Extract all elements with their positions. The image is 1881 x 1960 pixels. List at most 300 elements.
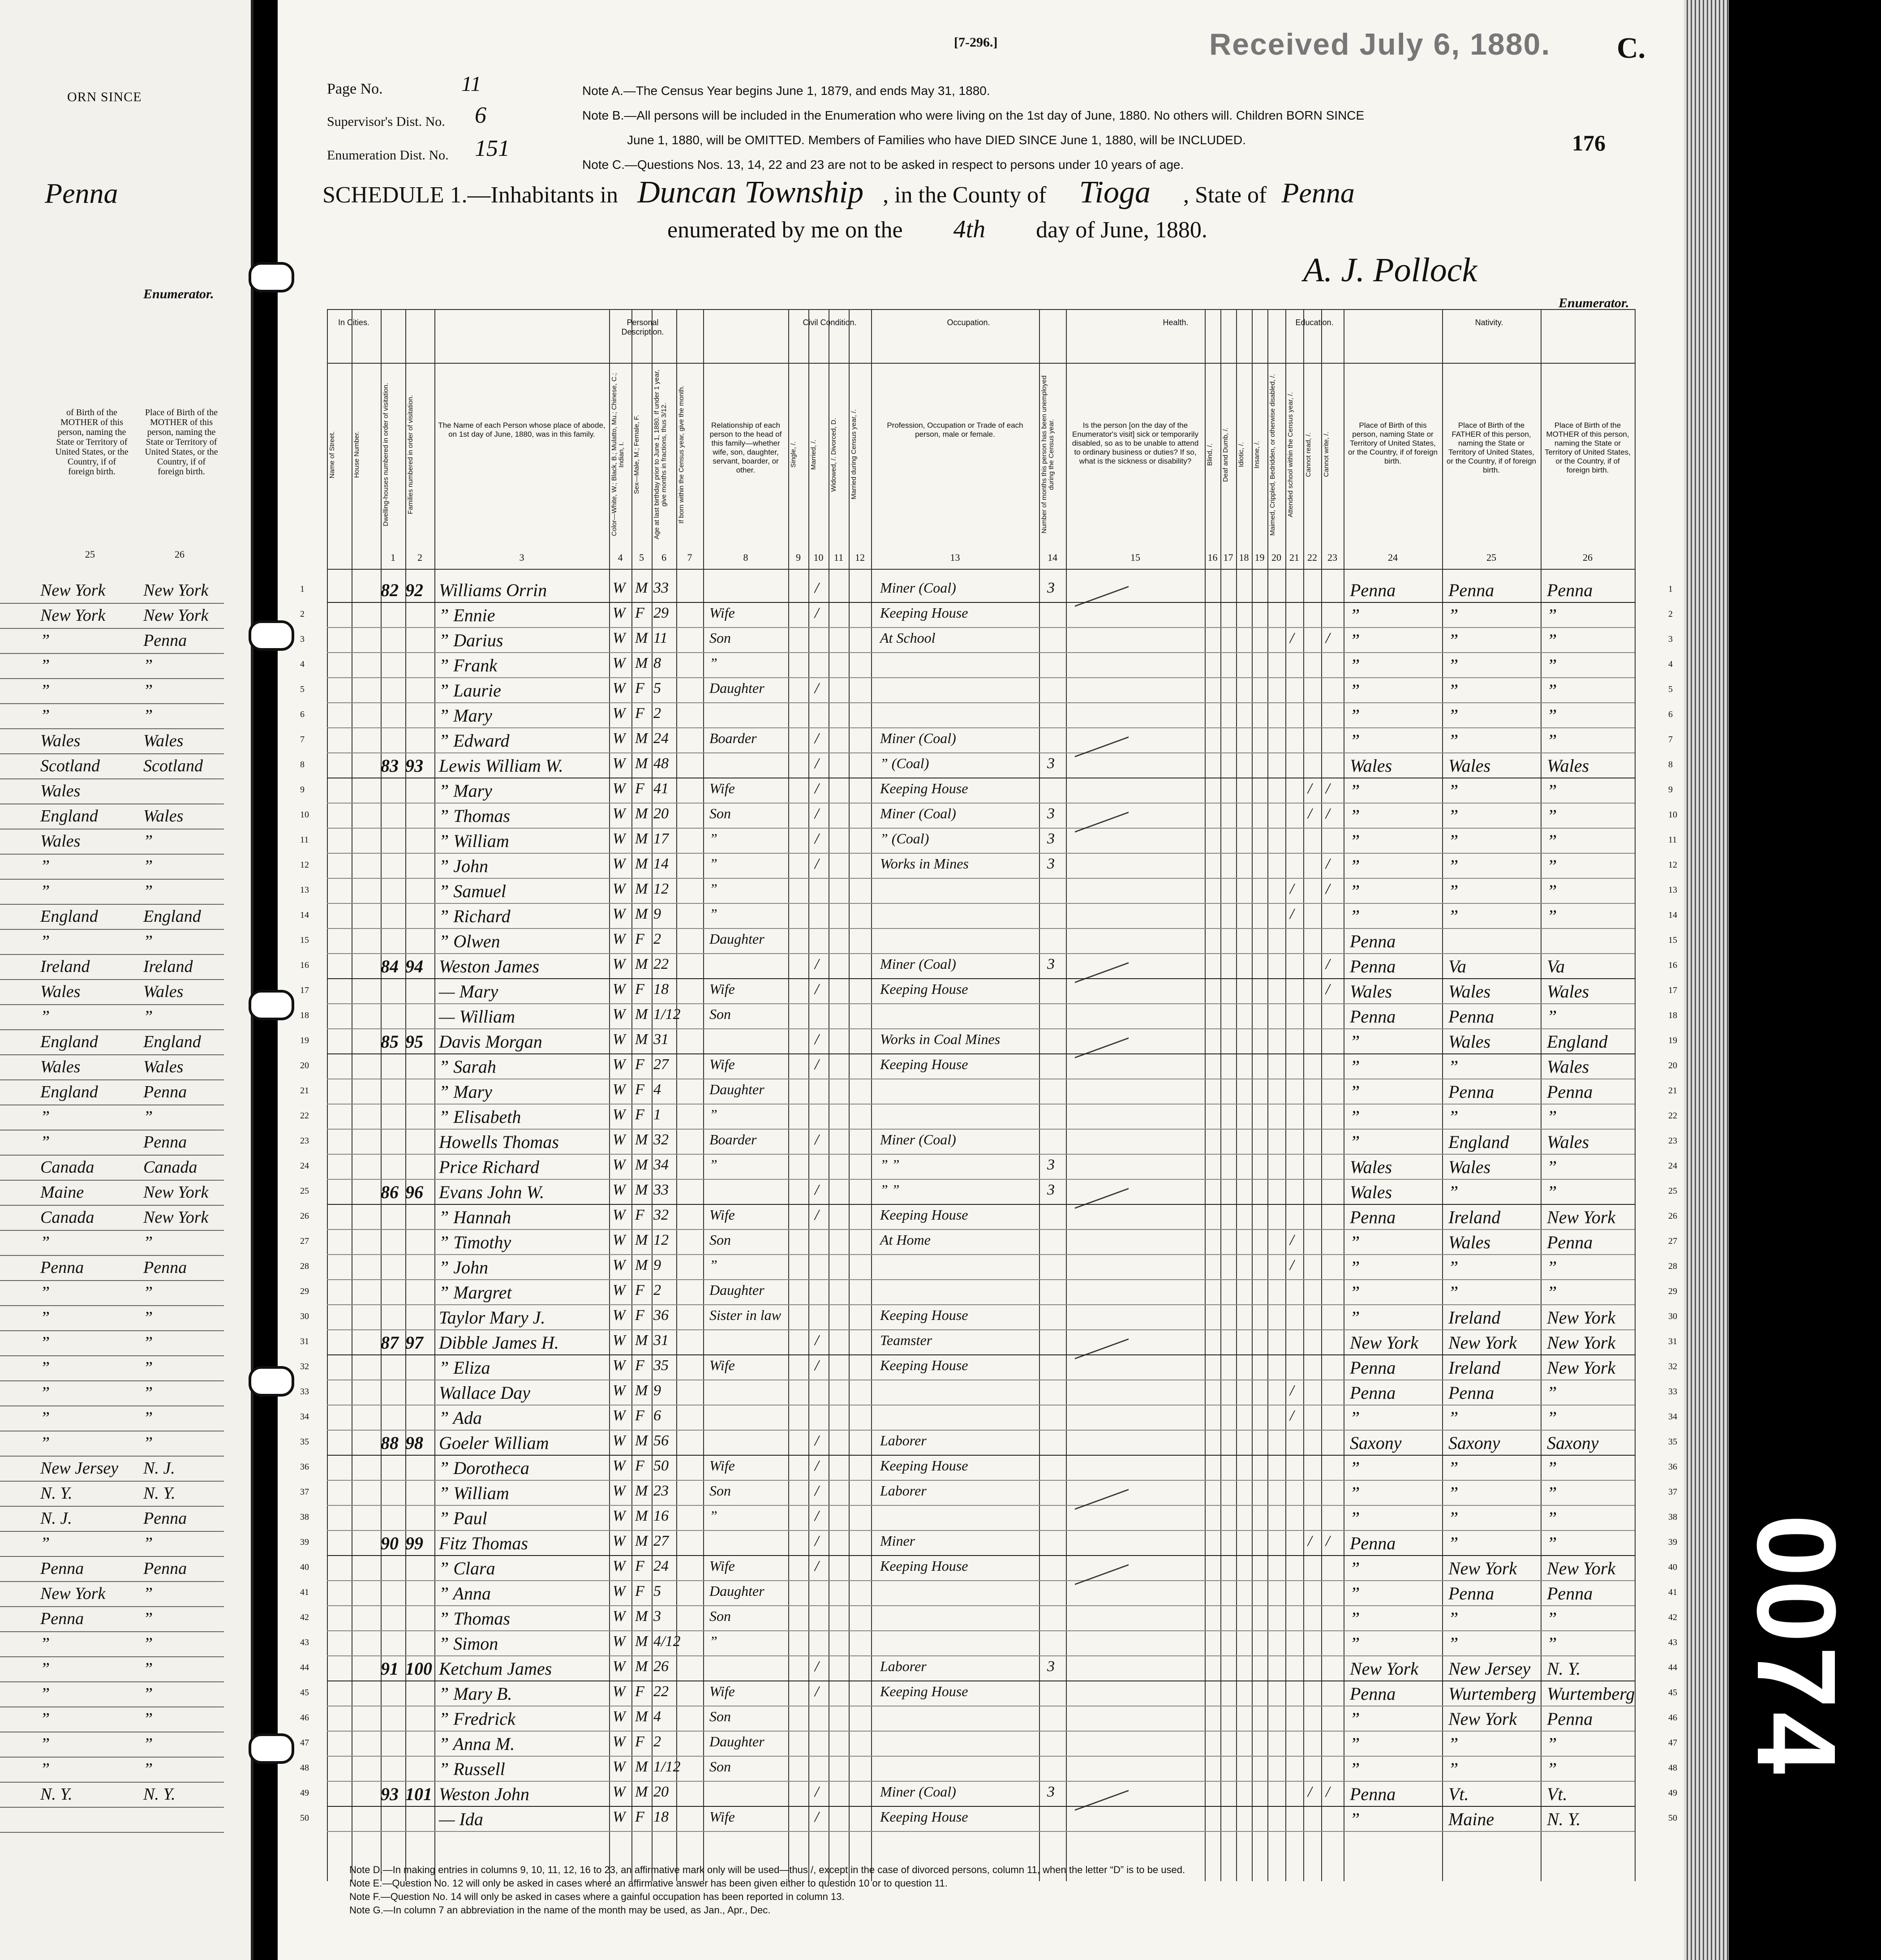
color: W (613, 1407, 626, 1424)
left-mother-birthplace: England (143, 907, 201, 926)
color: W (613, 1332, 626, 1349)
column-heading-street: Name of Street. (328, 431, 336, 478)
bottom-notes (349, 1863, 1648, 1917)
table-row (300, 753, 1673, 778)
table-row (300, 1004, 1677, 1029)
table-row (300, 1732, 1677, 1757)
column-heading-c8: Relationship of each person to the head of this family—whether wife, son, daughter, servant, boarder, or other. (709, 421, 782, 474)
mother-birthplace: ” (1547, 1257, 1557, 1277)
birthplace: Penna (1350, 1533, 1396, 1553)
person-name: ” Fredrick (439, 1709, 515, 1729)
color: W (613, 1658, 626, 1675)
person-name: Goeler William (439, 1433, 549, 1453)
enumeration-label: Enumeration Dist. No. (327, 148, 449, 163)
father-birthplace: New York (1448, 1558, 1517, 1578)
birthplace: ” (1350, 881, 1360, 901)
person-name: ” Mary (439, 1082, 492, 1102)
married-mark: / (815, 1683, 819, 1700)
table-row (300, 1205, 1677, 1230)
cannot-write-mark: / (1326, 630, 1330, 646)
age: 26 (653, 1658, 669, 1675)
sex: M (635, 580, 648, 596)
married-mark: / (815, 981, 819, 997)
birthplace: ” (1350, 1082, 1360, 1102)
occupation: Keeping House (880, 1809, 968, 1825)
left-mother-birthplace: ” (143, 1108, 153, 1126)
table-row (300, 1406, 1677, 1431)
occupation: Keeping House (880, 1307, 968, 1323)
birthplace: Saxony (1350, 1433, 1402, 1453)
age: 2 (653, 705, 661, 722)
married-mark: / (815, 605, 819, 621)
occupation: Keeping House (880, 1457, 968, 1474)
age: 2 (653, 931, 661, 947)
mother-birthplace: ” (1547, 655, 1557, 675)
color: W (613, 1758, 626, 1775)
row-number-right: 32 (300, 1362, 309, 1371)
row-number-left: 25 (1668, 1186, 1677, 1196)
column-number: 6 (661, 552, 666, 563)
column-heading-c3: The Name of each Person whose place of abode, on 1st day of June, 1880, was in this family. (438, 421, 606, 438)
column-number: 18 (1239, 552, 1249, 563)
occupation: Laborer (880, 1658, 927, 1674)
column-rule (1635, 309, 1636, 1881)
sex: M (635, 1232, 648, 1248)
months-unemployed: 3 (1047, 956, 1055, 972)
left-mother-birthplace: ” (143, 882, 153, 901)
row-number-left: 23 (1668, 1136, 1677, 1146)
row-number-left: 22 (1668, 1111, 1677, 1121)
mother-birthplace: ” (1547, 1633, 1557, 1654)
row-number-right: 50 (300, 1813, 309, 1823)
received-stamp: Received July 6, 1880. (1209, 27, 1551, 61)
left-father-birthplace: ” (40, 1333, 50, 1352)
father-birthplace: Wales (1448, 1157, 1491, 1177)
person-name: ” Paul (439, 1508, 487, 1528)
mother-birthplace: ” (1547, 1408, 1557, 1428)
table-row (300, 1506, 1677, 1531)
person-name: Dibble James H. (439, 1332, 559, 1353)
row-number-right: 27 (300, 1236, 309, 1246)
color: W (613, 1733, 626, 1750)
sex: M (635, 830, 648, 847)
column-heading-c16: Blind, /. (1206, 443, 1214, 466)
left-row (0, 1456, 224, 1482)
married-mark: / (815, 830, 819, 847)
left-mother-birthplace: Penna (143, 1258, 187, 1277)
column-heading-c6: Age at last birthday prior to June 1, 1880. If under 1 year, give months in fractions, thus 3/12. (653, 370, 668, 540)
left-father-birthplace: New York (40, 1584, 106, 1603)
column-group-heading: Nativity. (1475, 318, 1503, 327)
person-name: Taylor Mary J. (439, 1307, 545, 1328)
row-number-left: 18 (1668, 1010, 1677, 1020)
left-father-birthplace: Penna (40, 1559, 84, 1578)
color: W (613, 906, 626, 922)
row-number-right: 37 (300, 1487, 309, 1497)
left-row (0, 1330, 224, 1356)
left-father-birthplace: ” (40, 857, 50, 876)
occupation: Miner (Coal) (880, 730, 956, 746)
father-birthplace: Ireland (1448, 1358, 1501, 1378)
row-number-left: 13 (1668, 885, 1677, 895)
cannot-read-mark: / (1308, 1784, 1312, 1800)
color: W (613, 1483, 626, 1499)
left-mother-birthplace: N. J. (143, 1459, 175, 1478)
supervisor-dist: 6 (475, 103, 486, 128)
table-row (300, 1380, 1677, 1406)
father-birthplace: Saxony (1448, 1433, 1500, 1453)
mother-birthplace: Wales (1547, 981, 1589, 1001)
color: W (613, 1207, 626, 1223)
schedule-line (322, 175, 1364, 211)
row-number-right: 21 (300, 1086, 309, 1096)
left-row (0, 1180, 224, 1206)
relationship: ” (709, 1156, 717, 1173)
sex: M (635, 1633, 648, 1650)
table-row (300, 1681, 1677, 1706)
dwelling-number: 86 (381, 1182, 399, 1202)
dwelling-number: 90 (381, 1533, 399, 1553)
left-father-birthplace: Wales (40, 982, 81, 1001)
married-mark: / (815, 755, 819, 772)
person-name: ” John (439, 856, 488, 876)
table-row (300, 1656, 1677, 1681)
person-name: ” Mary (439, 781, 492, 801)
table-row (300, 1180, 1677, 1205)
left-row (0, 1481, 224, 1507)
left-father-birthplace: ” (40, 1233, 50, 1252)
father-birthplace: ” (1448, 1408, 1459, 1428)
mother-birthplace: ” (1547, 1508, 1557, 1528)
color: W (613, 830, 626, 847)
relationship: Wife (709, 780, 735, 796)
left-father-birthplace: Penna (40, 1258, 84, 1277)
birthplace: ” (1350, 831, 1360, 851)
occupation: ” ” (880, 1156, 900, 1173)
column-heading-c17: Deaf and Dumb, /. (1222, 427, 1229, 482)
table-row (300, 1280, 1677, 1305)
occupation: Works in Coal Mines (880, 1031, 1001, 1047)
father-birthplace: Ireland (1448, 1307, 1501, 1328)
married-mark: / (815, 1332, 819, 1349)
person-name: ” Mary B. (439, 1684, 512, 1704)
row-number-left: 35 (1668, 1437, 1677, 1447)
person-name: Howells Thomas (439, 1132, 559, 1152)
left-row (0, 904, 224, 930)
relationship: Son (709, 1708, 731, 1724)
father-birthplace: ” (1448, 605, 1459, 625)
sex: M (635, 1508, 648, 1524)
sex: M (635, 1156, 648, 1173)
sex: F (635, 1558, 644, 1574)
left-row (0, 929, 224, 955)
mother-birthplace: N. Y. (1547, 1809, 1581, 1829)
birthplace: ” (1350, 630, 1360, 650)
father-birthplace: New York (1448, 1709, 1517, 1729)
table-row (300, 1029, 1677, 1054)
row-number-left: 6 (1668, 709, 1673, 719)
months-unemployed: 3 (1047, 580, 1055, 596)
color: W (613, 1282, 626, 1298)
cannot-write-mark: / (1326, 881, 1330, 897)
occupation: Miner (880, 1533, 915, 1549)
father-birthplace: Penna (1448, 1006, 1494, 1027)
dwelling-number: 88 (381, 1433, 399, 1453)
age: 9 (653, 1257, 661, 1273)
table-row (300, 1606, 1677, 1631)
person-name: Wallace Day (439, 1383, 531, 1403)
occupation: Laborer (880, 1483, 927, 1499)
birthplace: ” (1350, 731, 1360, 751)
row-number-right: 22 (300, 1111, 309, 1121)
occupation: Miner (Coal) (880, 956, 956, 972)
relationship: ” (709, 830, 717, 847)
mother-birthplace: ” (1547, 1458, 1557, 1478)
mother-birthplace: New York (1547, 1358, 1616, 1378)
father-birthplace: Vt. (1448, 1784, 1469, 1804)
married-mark: / (815, 780, 819, 797)
mother-birthplace: ” (1547, 680, 1557, 701)
relationship: Son (709, 805, 731, 821)
person-name: Evans John W. (439, 1182, 545, 1202)
left-row (0, 1079, 224, 1105)
schedule-label: SCHEDULE 1.—Inhabitants in (322, 182, 618, 208)
column-number: 15 (1130, 552, 1140, 563)
left-father-birthplace: ” (40, 1434, 50, 1453)
row-number-left: 40 (1668, 1562, 1677, 1572)
left-father-birthplace: ” (40, 1358, 50, 1377)
birthplace: ” (1350, 1809, 1360, 1829)
left-father-birthplace: ” (40, 1659, 50, 1678)
mother-birthplace: Saxony (1547, 1433, 1599, 1453)
column-number: 3 (519, 552, 524, 563)
enumeration-date-line (667, 215, 1207, 244)
column-heading-c24: Place of Birth of this person, naming State or Territory of United States, or the Country, if of foreign birth. (1348, 421, 1438, 465)
father-birthplace: Wales (1448, 756, 1491, 776)
birthplace: New York (1350, 1659, 1419, 1679)
person-name: ” John (439, 1257, 488, 1277)
married-mark: / (815, 1031, 819, 1048)
mother-birthplace: Wurtemberg (1547, 1684, 1635, 1704)
sex: F (635, 780, 644, 797)
occupation: Miner (Coal) (880, 1131, 956, 1148)
row-number-right: 24 (300, 1161, 309, 1171)
sex: F (635, 1683, 644, 1700)
table-row (300, 1355, 1677, 1380)
table-row (300, 1155, 1677, 1180)
mother-birthplace: ” (1547, 705, 1557, 726)
relationship: Son (709, 1758, 731, 1775)
mother-birthplace: New York (1547, 1558, 1616, 1578)
married-mark: / (815, 956, 819, 972)
table-row (300, 728, 1673, 753)
sex: M (635, 805, 648, 822)
married-mark: / (815, 680, 819, 696)
birthplace: ” (1350, 605, 1360, 625)
relationship: Daughter (709, 1081, 764, 1097)
left-mother-birthplace: New York (143, 606, 209, 625)
row-number-left: 17 (1668, 985, 1677, 995)
left-mother-birthplace: ” (143, 1609, 153, 1628)
row-number-right: 1 (300, 584, 305, 594)
father-birthplace: Wales (1448, 981, 1491, 1001)
color: W (613, 1558, 626, 1574)
family-number: 92 (405, 580, 423, 600)
person-name: ” Samuel (439, 881, 506, 901)
cannot-read-mark: / (1308, 805, 1312, 822)
age: 24 (653, 1558, 669, 1574)
row-number-right: 34 (300, 1412, 309, 1422)
left-mother-birthplace: ” (143, 1409, 153, 1427)
row-number-right: 40 (300, 1562, 309, 1572)
column-number: 1 (391, 552, 395, 563)
birthplace: ” (1350, 1709, 1360, 1729)
relationship: ” (709, 1257, 717, 1273)
dwelling-number: 83 (381, 756, 399, 776)
birthplace: ” (1350, 1257, 1360, 1277)
sex: F (635, 1307, 644, 1324)
age: 20 (653, 805, 669, 822)
attended-school-mark: / (1290, 906, 1294, 922)
attended-school-mark: / (1290, 881, 1294, 897)
dwelling-number: 91 (381, 1659, 399, 1679)
months-unemployed: 3 (1047, 855, 1055, 872)
mother-birthplace: ” (1547, 1107, 1557, 1127)
column-heading-c15: Is the person [on the day of the Enumerator's visit] sick or temporarily disabled, so as to be unable to attend to ordinary business or duties? If so, what is the sickness or disability? (1072, 421, 1199, 465)
relationship: Boarder (709, 1131, 757, 1148)
row-number-right: 12 (300, 860, 309, 870)
sex: F (635, 1457, 644, 1474)
color: W (613, 605, 626, 621)
sex: M (635, 655, 648, 671)
column-group-heading: Education. (1295, 318, 1334, 327)
left-row (0, 1280, 224, 1306)
column-number: 19 (1254, 552, 1265, 563)
left-mother-birthplace: Wales (143, 807, 184, 825)
person-name: ” Hannah (439, 1207, 511, 1227)
left-mother-birthplace: ” (143, 832, 153, 851)
row-number-left: 11 (1668, 835, 1677, 845)
row-number-right: 47 (300, 1738, 309, 1748)
table-row (300, 1631, 1677, 1656)
occupation: Laborer (880, 1432, 927, 1449)
occupation: ” (Coal) (880, 830, 929, 847)
married-mark: / (815, 1533, 819, 1549)
left-mother-birthplace: ” (143, 1584, 153, 1603)
column-heading-c22: Cannot read, /. (1305, 432, 1312, 477)
birthplace: ” (1350, 781, 1360, 801)
mother-birthplace: ” (1547, 605, 1557, 625)
age: 4 (653, 1708, 661, 1725)
row-number-right: 3 (300, 634, 305, 644)
person-name: ” Sarah (439, 1057, 496, 1077)
left-father-birthplace: ” (40, 1007, 50, 1026)
left-row (0, 1581, 224, 1607)
table-row (300, 578, 1673, 603)
row-number-right: 14 (300, 910, 309, 920)
table-row (300, 1431, 1677, 1456)
row-number-left: 20 (1668, 1061, 1677, 1070)
age: 18 (653, 981, 669, 997)
father-birthplace: ” (1448, 1282, 1459, 1302)
row-number-right: 16 (300, 960, 309, 970)
left-row (0, 1355, 224, 1381)
age: 22 (653, 1683, 669, 1700)
married-mark: / (815, 1056, 819, 1073)
person-name: Fitz Thomas (439, 1533, 528, 1553)
months-unemployed: 3 (1047, 830, 1055, 847)
mother-birthplace: ” (1547, 856, 1557, 876)
cannot-write-mark: / (1326, 855, 1330, 872)
note-a: Note A.—The Census Year begins June 1, 1879, and ends May 31, 1880. (582, 84, 990, 98)
color: W (613, 780, 626, 797)
column-heading-c25: Place of Birth of the FATHER of this person, naming the State or Territory of United States, or the Country, if of foreign birth. (1446, 421, 1536, 474)
row-number-left: 5 (1668, 684, 1673, 694)
row-number-right: 35 (300, 1437, 309, 1447)
left-row (0, 1054, 224, 1080)
father-birthplace: ” (1448, 1533, 1459, 1553)
left-father-birthplace: Canada (40, 1208, 94, 1227)
left-mother-birthplace: ” (143, 681, 153, 700)
left-row (0, 1105, 224, 1130)
person-name: Ketchum James (439, 1659, 552, 1679)
sex: M (635, 881, 648, 897)
row-number-left: 21 (1668, 1086, 1677, 1096)
left-mother-birthplace: Penna (143, 631, 187, 650)
left-father-birthplace: ” (40, 1308, 50, 1327)
column-heading-c13: Profession, Occupation or Trade of each person, male or female. (887, 421, 1023, 438)
father-birthplace: ” (1448, 806, 1459, 826)
birthplace: ” (1350, 1408, 1360, 1428)
occupation: Keeping House (880, 1056, 968, 1072)
father-birthplace: Penna (1448, 580, 1494, 600)
left-row (0, 1155, 224, 1181)
row-number-left: 43 (1668, 1638, 1677, 1647)
column-heading-c19: Insane, /. (1253, 441, 1261, 469)
months-unemployed: 3 (1047, 1182, 1055, 1198)
person-name: ” Anna (439, 1583, 491, 1603)
left-row (0, 829, 224, 855)
left-father-birthplace: Canada (40, 1158, 94, 1177)
left-row (0, 1029, 224, 1055)
color: W (613, 1081, 626, 1098)
person-name: Williams Orrin (439, 580, 547, 600)
mother-birthplace: Penna (1547, 1082, 1593, 1102)
left-row (0, 1706, 224, 1732)
county-label: , in the County of (883, 182, 1047, 208)
binder-ring (249, 262, 294, 292)
age: 3 (653, 1608, 661, 1625)
column-number: 24 (1388, 552, 1398, 563)
left-mother-birthplace: Penna (143, 1133, 187, 1152)
sex: M (635, 1533, 648, 1549)
left-mother-birthplace: ” (143, 1534, 153, 1553)
color: W (613, 1357, 626, 1374)
mother-birthplace: ” (1547, 881, 1557, 901)
married-mark: / (815, 1558, 819, 1574)
family-number: 100 (405, 1659, 432, 1679)
age: 4 (653, 1081, 661, 1098)
column-number: 11 (833, 552, 844, 563)
row-number-left: 10 (1668, 810, 1677, 820)
column-number: 21 (1289, 552, 1299, 563)
color: W (613, 1182, 626, 1198)
relationship: Wife (709, 1056, 735, 1072)
sex: F (635, 931, 644, 947)
months-unemployed: 3 (1047, 805, 1055, 822)
occupation: ” ” (880, 1182, 900, 1198)
occupation: Works in Mines (880, 855, 969, 872)
